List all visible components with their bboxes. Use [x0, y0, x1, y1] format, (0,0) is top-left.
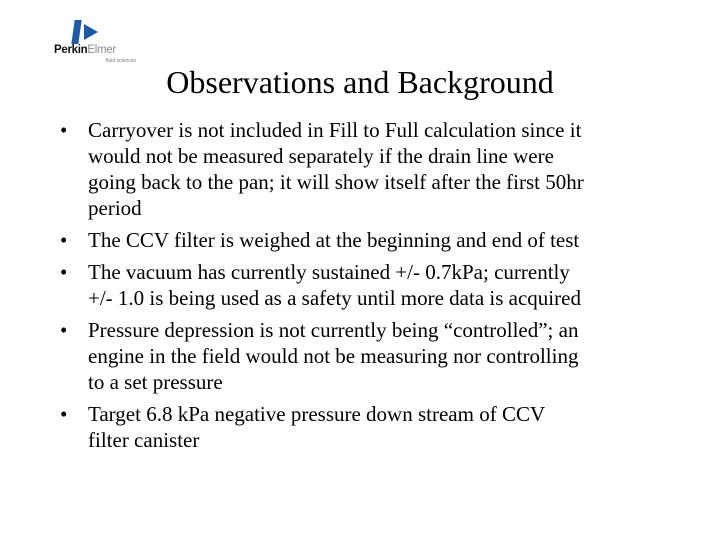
bullet-icon: • [60, 318, 68, 342]
bullet-icon: • [60, 118, 68, 142]
bullet-item [60, 317, 700, 395]
bullet-text-line: +/- 1.0 is being used as a safety until more data is acquired [88, 286, 581, 310]
bullet-text-line: going back to the pan; it will show itself after the first 50hr [88, 170, 584, 194]
bullet-text-line: Target 6.8 kPa negative pressure down stream of CCV [88, 402, 546, 426]
bullet-item [60, 259, 700, 311]
bullet-text-line: period [88, 196, 142, 220]
logo-wordmark: PerkinElmer [54, 44, 116, 56]
bullet-text-line: Pressure depression is not currently being “controlled”; an [88, 318, 579, 342]
slide-title: Observations and Background [166, 64, 554, 100]
bullet-text-line: would not be measured separately if the drain line were [88, 144, 554, 168]
logo-bar-icon [71, 20, 81, 44]
bullet-text-line: Carryover is not included in Fill to Full calculation since it [88, 118, 582, 142]
bullet-icon: • [60, 260, 68, 284]
bullet-text-line: filter canister [88, 428, 200, 452]
bullet-text-line: to a set pressure [88, 370, 223, 394]
bullet-text-line: The CCV filter is weighed at the beginning and end of test [88, 228, 580, 252]
logo-tagline: fluid sciences [106, 58, 137, 64]
bullet-icon: • [60, 228, 68, 252]
bullet-item [60, 227, 700, 253]
bullet-text-line: The vacuum has currently sustained +/- 0.7kPa; currently [88, 260, 570, 284]
bullet-icon: • [60, 402, 68, 426]
bullet-item [60, 401, 700, 453]
bullet-item [60, 117, 700, 221]
logo-triangle-icon [84, 24, 98, 40]
bullet-list [60, 117, 700, 453]
bullet-text-line: engine in the field would not be measuring nor controlling [88, 344, 579, 368]
perkinelmer-logo [54, 18, 158, 66]
